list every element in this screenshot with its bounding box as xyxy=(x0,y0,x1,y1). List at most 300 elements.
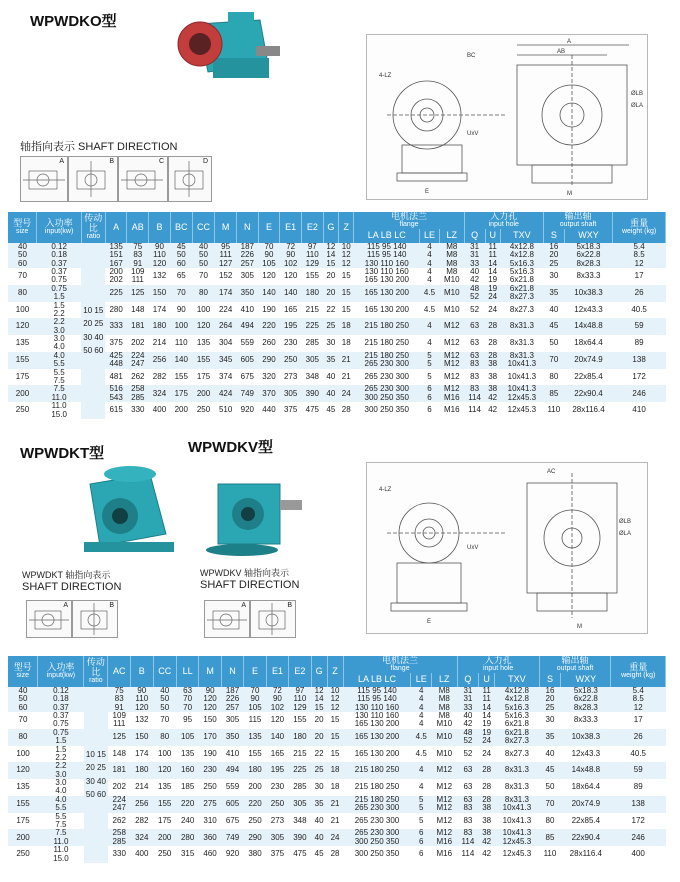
table-cell xyxy=(500,268,543,285)
cell-line: 80 xyxy=(18,287,27,297)
table-cell xyxy=(105,402,127,419)
table-cell xyxy=(431,796,457,813)
cell-line: 265 230 300 xyxy=(364,371,409,381)
table-cell xyxy=(236,268,258,285)
table-cell xyxy=(495,829,540,846)
table-cell xyxy=(266,846,288,863)
cell-line: 155 xyxy=(158,799,172,809)
cell-line: 214 xyxy=(152,338,167,348)
table-cell xyxy=(280,268,302,285)
cell-line: 75 xyxy=(133,241,143,251)
svg-text:M: M xyxy=(567,191,572,197)
cell-line: 30 xyxy=(545,715,555,725)
cell-line: 90 xyxy=(250,694,260,704)
cell-line: 220 xyxy=(248,799,262,809)
cell-line: 1.5 xyxy=(53,300,65,310)
cell-line: 390 xyxy=(293,832,307,842)
table-cell xyxy=(258,402,280,419)
cell-line: 35 xyxy=(326,355,336,365)
table-cell xyxy=(323,402,338,419)
table-cell xyxy=(258,369,280,386)
cell-line: 31 xyxy=(470,250,480,260)
cell-line: 6 xyxy=(418,836,424,846)
table-cell xyxy=(323,243,338,268)
table-cell xyxy=(500,318,543,335)
table-cell xyxy=(561,813,611,830)
cell-line: 165 130 200 xyxy=(354,719,400,729)
cell-line: 615 xyxy=(109,405,123,415)
cell-line: 28x116.4 xyxy=(572,405,605,415)
cell-line: 24 xyxy=(482,748,492,758)
table-cell xyxy=(439,302,464,319)
cell-line: 300 250 350 xyxy=(354,849,400,859)
cell-line: 40 xyxy=(314,832,324,842)
hdr-col: M xyxy=(215,212,237,243)
cell-line: 256 xyxy=(152,355,167,365)
cell-line: 187 xyxy=(240,241,254,251)
table-cell xyxy=(221,762,243,779)
hdr-col: G xyxy=(323,212,338,243)
cell-line: 202 xyxy=(131,338,145,348)
cell-line: 60 xyxy=(176,258,186,268)
table-cell xyxy=(289,687,311,712)
table-cell xyxy=(613,318,666,335)
table-cell xyxy=(464,302,485,319)
cell-line: 120 xyxy=(152,258,167,268)
cell-line: 375 xyxy=(109,338,123,348)
table-cell xyxy=(280,335,302,352)
table-cell xyxy=(343,762,411,779)
dir-label-b: B xyxy=(109,158,114,165)
table-cell xyxy=(244,796,266,813)
cell-line: 5.4 xyxy=(633,241,645,251)
table-cell xyxy=(38,712,84,729)
cell-line: 91 xyxy=(133,258,143,268)
table-cell xyxy=(127,402,149,419)
cell-line: M12 xyxy=(443,359,460,369)
table-cell xyxy=(301,243,323,268)
table-cell xyxy=(311,796,327,813)
hdr-col: BC xyxy=(170,212,192,243)
table-cell xyxy=(327,762,343,779)
cell-line: 12 xyxy=(341,250,351,260)
cell-line: M8 xyxy=(446,250,458,260)
cell-line: 19 xyxy=(482,727,492,737)
cell-line: M16 xyxy=(443,405,460,415)
cell-line: 8.5 xyxy=(632,694,644,704)
cell-line: 920 xyxy=(240,405,254,415)
table-cell xyxy=(327,779,343,796)
table-cell xyxy=(149,335,171,352)
cell-line: 140 xyxy=(270,731,285,741)
cell-line: 21 xyxy=(330,799,340,809)
cell-line: 2.2 xyxy=(55,761,67,771)
cell-line: M12 xyxy=(436,794,453,804)
table-cell xyxy=(176,687,198,712)
cell-line: 5x16.3 xyxy=(504,702,529,712)
cell-line: 2.2 xyxy=(53,308,65,318)
cell-line: 7.5 xyxy=(53,384,65,394)
table-cell xyxy=(543,318,564,335)
table-cell xyxy=(215,369,237,386)
svg-text:AC: AC xyxy=(547,469,556,475)
shaft-direction-d xyxy=(168,156,212,202)
cell-line: 127 xyxy=(218,258,233,268)
cell-line: 45 xyxy=(549,321,559,331)
cell-line: 6x21.8 xyxy=(504,727,529,737)
dkt-dir-line2: SHAFT DIRECTION xyxy=(22,581,122,593)
cell-line: 42 xyxy=(488,405,498,415)
cell-line: 5x18.3 xyxy=(573,685,598,695)
cell-line: 110 xyxy=(135,694,149,704)
cell-line: 109 xyxy=(112,710,126,720)
table-cell xyxy=(327,687,343,712)
cell-line: 258 xyxy=(112,828,126,838)
svg-text:E: E xyxy=(427,619,432,625)
table-cell xyxy=(561,796,611,813)
table-cell xyxy=(339,285,354,302)
table-cell xyxy=(564,402,612,419)
cell-line: 110 xyxy=(174,338,188,348)
cell-line: 24 xyxy=(488,292,498,302)
table-cell xyxy=(500,369,543,386)
table-cell xyxy=(564,352,612,369)
cell-line: 130 110 160 xyxy=(355,702,399,712)
cell-line: 4x12.8 xyxy=(509,241,534,251)
cell-line: 0.12 xyxy=(53,685,69,695)
cell-line: 4.0 xyxy=(55,786,67,796)
table-cell xyxy=(199,712,221,729)
cell-line: 4 xyxy=(427,266,432,276)
table-cell xyxy=(301,318,323,335)
cell-line: 70 xyxy=(18,271,27,281)
cell-line: 5.5 xyxy=(55,811,67,821)
dir-label-d: D xyxy=(202,158,208,165)
table-cell xyxy=(439,285,464,302)
cell-line: 300 250 350 xyxy=(354,836,400,846)
cell-line: 125 xyxy=(131,287,145,297)
table-cell xyxy=(176,829,198,846)
cell-line: 200 xyxy=(16,832,30,842)
table-row xyxy=(8,243,666,268)
cell-line: 80 xyxy=(160,731,170,741)
dir-label-a: A xyxy=(59,158,64,165)
table-cell xyxy=(439,243,464,268)
cell-line: 59 xyxy=(633,765,643,775)
cell-line: 175 xyxy=(196,371,211,381)
table-cell xyxy=(339,385,354,402)
cell-line: 380 xyxy=(248,849,262,859)
cell-line: 12 xyxy=(326,241,336,251)
table-cell xyxy=(192,302,215,319)
table-cell xyxy=(289,729,311,746)
cell-line: 12x43.3 xyxy=(574,304,603,314)
cell-line: 148 xyxy=(131,304,145,314)
table-cell xyxy=(37,268,81,285)
table-cell xyxy=(127,335,149,352)
cell-line: 410 xyxy=(632,405,646,415)
hdr-col: N xyxy=(236,212,258,243)
table-cell xyxy=(176,729,198,746)
table-cell xyxy=(8,335,37,352)
cell-line: 310 xyxy=(203,815,217,825)
table-cell xyxy=(479,779,495,796)
table-cell xyxy=(439,369,464,386)
cell-line: M8 xyxy=(438,685,450,695)
cell-line: 174 xyxy=(152,304,167,314)
table-cell xyxy=(464,318,485,335)
hdr-col: CC xyxy=(192,212,215,243)
cell-line: 40 xyxy=(463,710,473,720)
table-cell xyxy=(539,829,561,846)
cell-line: 155 xyxy=(196,355,211,365)
hdr-sub-u: U xyxy=(479,673,495,687)
cell-line: 247 xyxy=(112,803,126,813)
table-cell xyxy=(170,335,192,352)
cell-line: 97 xyxy=(307,241,317,251)
hdr-flange: 电机法兰 flange xyxy=(354,212,464,229)
cell-line: 40 xyxy=(160,685,170,695)
cell-line: 4.5 xyxy=(415,731,427,741)
cell-line: 15 xyxy=(341,304,351,314)
cell-line: 180 xyxy=(305,287,319,297)
cell-line: 38 xyxy=(488,384,498,394)
table-cell xyxy=(500,385,543,402)
cell-line: 22x90.4 xyxy=(574,388,603,398)
table-cell xyxy=(215,335,237,352)
cell-line: 285 xyxy=(112,836,126,846)
cell-line: 19 xyxy=(488,275,498,285)
cell-line: 4 xyxy=(418,694,424,704)
table-cell xyxy=(354,285,420,302)
cell-line: 260 xyxy=(262,338,276,348)
table-cell xyxy=(280,243,302,268)
cell-line: 175 xyxy=(15,371,30,381)
cell-line: 110 xyxy=(547,405,561,415)
table-cell xyxy=(289,746,311,763)
table-cell xyxy=(236,335,258,352)
cell-line: 40 xyxy=(326,388,336,398)
cell-line: 80 xyxy=(18,731,28,741)
cell-line: 115 95 140 xyxy=(357,685,397,695)
cell-line: 150 xyxy=(135,731,149,741)
table-cell xyxy=(301,285,323,302)
table-cell xyxy=(131,829,153,846)
cell-line: 24 xyxy=(330,832,340,842)
hdr-sub-le: LE xyxy=(420,229,440,243)
cell-line: 6 xyxy=(418,849,424,859)
table-cell xyxy=(500,352,543,369)
dir-label-c: C xyxy=(158,158,164,165)
cell-line: 280 xyxy=(109,304,123,314)
cell-line: 305 xyxy=(305,355,319,365)
svg-text:ØLA: ØLA xyxy=(631,103,644,109)
table-cell xyxy=(327,796,343,813)
cell-line: 83 xyxy=(470,384,480,394)
cell-line: 100 xyxy=(174,321,188,331)
hdr-col: M xyxy=(199,656,221,687)
cell-line: 215 xyxy=(305,304,319,314)
cell-line: 80 xyxy=(549,371,559,381)
cell-line: 258 xyxy=(131,384,145,394)
table-cell xyxy=(431,687,457,712)
table-cell xyxy=(485,285,500,302)
table-cell xyxy=(485,335,500,352)
cell-line: 304 xyxy=(218,338,233,348)
table-cell xyxy=(611,762,666,779)
cell-line: 3.0 xyxy=(53,334,65,344)
cell-line: 749 xyxy=(225,832,240,842)
table-cell xyxy=(170,285,192,302)
table-cell xyxy=(539,746,561,763)
cell-line: 200 xyxy=(248,782,262,792)
table-cell xyxy=(613,335,666,352)
table-cell xyxy=(457,796,479,813)
dkt-shaft-direction-a xyxy=(26,600,72,638)
hdr-col: B xyxy=(131,656,153,687)
cell-line: 2.2 xyxy=(53,317,65,327)
cell-line: 290 xyxy=(262,355,276,365)
table-cell xyxy=(339,402,354,419)
table-cell xyxy=(411,846,431,863)
cell-line: 102 xyxy=(270,702,285,712)
cell-line: 40 xyxy=(18,685,28,695)
cell-line: 45 xyxy=(314,849,324,859)
cell-line: 350 xyxy=(240,287,254,297)
table-cell xyxy=(500,285,543,302)
table-cell xyxy=(613,385,666,402)
cell-line: 8x27.3 xyxy=(504,736,529,746)
hdr-output-shaft: 输出轴 output shaft xyxy=(539,656,611,673)
cell-line: 224 xyxy=(112,794,126,804)
cell-line: 135 xyxy=(180,748,195,758)
table-cell xyxy=(153,687,176,712)
cell-line: 40 xyxy=(549,304,559,314)
cell-line: 257 xyxy=(240,258,254,268)
table-cell xyxy=(236,369,258,386)
cell-line: 130 110 160 xyxy=(364,258,409,268)
cell-line: 10x41.3 xyxy=(507,384,537,394)
cell-line: 220 xyxy=(180,799,195,809)
cell-line: 21 xyxy=(330,815,340,825)
table-cell xyxy=(431,746,457,763)
cell-line: 35 xyxy=(314,799,324,809)
table-cell xyxy=(8,779,38,796)
cell-line: M12 xyxy=(443,371,460,381)
table-cell xyxy=(37,335,81,352)
table-cell xyxy=(479,687,495,712)
cell-line: 215 180 250 xyxy=(364,321,409,331)
table-cell xyxy=(192,402,215,419)
cell-line: 11 xyxy=(482,694,491,704)
table-cell xyxy=(354,402,420,419)
cell-line: 8x31.3 xyxy=(509,321,534,331)
cell-line: 250 xyxy=(16,849,30,859)
cell-line: 265 230 300 xyxy=(364,359,409,369)
cell-line: 100 xyxy=(16,748,30,758)
table-cell xyxy=(8,268,37,285)
hdr-sub-le: LE xyxy=(411,673,431,687)
table-cell xyxy=(420,402,440,419)
cell-line: 324 xyxy=(152,388,167,398)
table-cell xyxy=(431,762,457,779)
table-cell xyxy=(199,829,221,846)
table-cell xyxy=(457,846,479,863)
table-cell xyxy=(343,846,411,863)
cell-line: 185 xyxy=(180,782,195,792)
cell-line: 226 xyxy=(240,250,254,260)
cell-line: 175 xyxy=(16,815,30,825)
table-cell xyxy=(420,335,440,352)
cell-line: 21 xyxy=(341,355,351,365)
dimension-drawing-dko xyxy=(366,34,648,200)
cell-line: 115 xyxy=(248,715,262,725)
table-cell xyxy=(339,369,354,386)
table-cell xyxy=(37,285,81,302)
table-cell xyxy=(301,268,323,285)
cell-line: 5x16.3 xyxy=(504,710,529,720)
cell-line: 4x12.8 xyxy=(504,694,529,704)
table-cell xyxy=(420,243,440,268)
table-cell xyxy=(153,829,176,846)
cell-line: 0.75 xyxy=(53,719,69,729)
cell-line: M10 xyxy=(443,304,460,314)
hdr-col: E xyxy=(258,212,280,243)
table-cell xyxy=(339,302,354,319)
cell-line: 410 xyxy=(240,304,254,314)
cell-line: 7.5 xyxy=(55,828,67,838)
table-cell xyxy=(131,846,153,863)
table-cell xyxy=(258,268,280,285)
cell-line: 90 xyxy=(264,250,274,260)
cell-line: 1.5 xyxy=(55,736,67,746)
cell-line: 18x64.4 xyxy=(574,338,603,348)
cell-line: 4x12.8 xyxy=(504,685,529,695)
cell-line: 6x22.8 xyxy=(573,694,598,704)
cell-line: 110 xyxy=(543,849,557,859)
table-cell xyxy=(613,268,666,285)
table-cell xyxy=(354,268,420,285)
table-cell xyxy=(221,796,243,813)
cell-line: 330 xyxy=(112,849,126,859)
cell-line: 28 xyxy=(488,350,498,360)
table-cell xyxy=(323,369,338,386)
table-cell xyxy=(354,335,420,352)
table-cell xyxy=(457,813,479,830)
cell-line: 120 xyxy=(262,271,276,281)
table-cell xyxy=(339,318,354,335)
cell-line: 165 130 200 xyxy=(354,731,400,741)
cell-line: 4 xyxy=(427,321,432,331)
cell-line: 65 xyxy=(176,271,186,281)
cell-line: 6 xyxy=(427,392,432,402)
cell-line: 4x12.8 xyxy=(509,250,534,260)
cell-line: 83 xyxy=(470,371,480,381)
cell-line: 4.0 xyxy=(53,350,65,360)
cell-line: 165 130 200 xyxy=(354,748,400,758)
table-cell xyxy=(323,385,338,402)
cell-line: 215 180 250 xyxy=(354,794,400,804)
table-cell xyxy=(108,829,131,846)
table-cell xyxy=(479,829,495,846)
cell-line: 115 95 140 xyxy=(367,241,407,251)
table-cell xyxy=(339,243,354,268)
table-cell xyxy=(311,846,327,863)
cell-line: 80 xyxy=(199,287,208,297)
table-cell xyxy=(221,729,243,746)
table-cell xyxy=(564,243,612,268)
table-cell xyxy=(244,829,266,846)
